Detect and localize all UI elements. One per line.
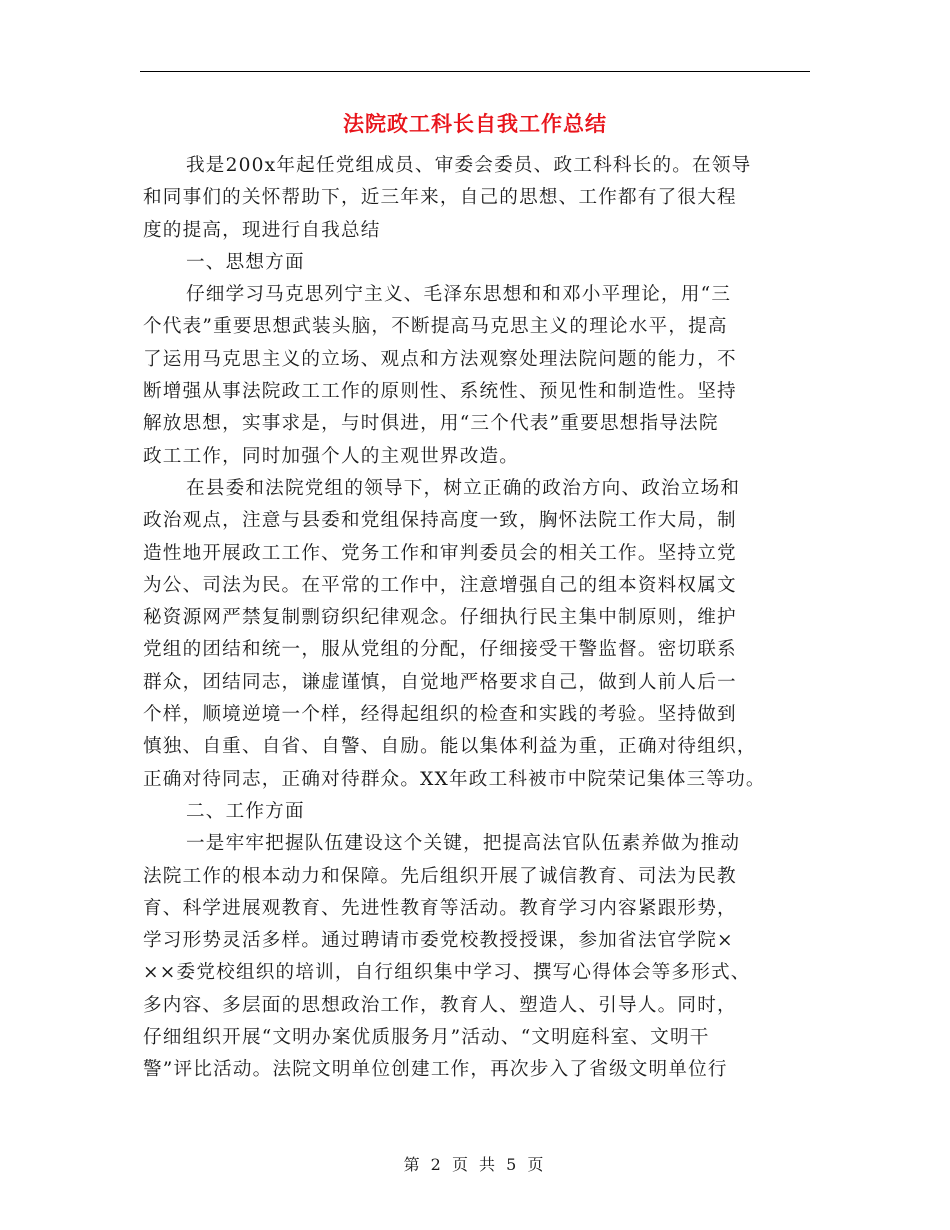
body-line: 学习形势灵活多样。通过聘请市委党校教授授课，参加省法官学院× [143,930,734,952]
body-line: 为公、司法为民。在平常的工作中，注意增强自己的组本资料权属文 [143,574,737,596]
document-body [143,150,808,1087]
body-line: 慎独、自重、自省、自警、自励。能以集体利益为重，正确对待组织， [143,736,757,758]
body-line: 解放思想，实事求是，与时俱进，用“三个代表”重要思想指导法院 [143,413,719,435]
body-line: 仔细组织开展“文明办案优质服务月”活动、“文明庭科室、文明干 [143,1027,710,1049]
body-line: 和同事们的关怀帮助下，近三年来，自己的思想、工作都有了很大程 [143,187,737,209]
body-line: 造性地开展政工工作、党务工作和审判委员会的相关工作。坚持立党 [143,542,737,564]
body-line: 育、科学进展观教育、先进性教育等活动。教育学习内容紧跟形势， [143,897,737,919]
header-rule [140,71,810,72]
body-line: 政治观点，注意与县委和党组保持高度一致，胸怀法院工作大局，制 [143,510,737,532]
body-line: 个样，顺境逆境一个样，经得起组织的检查和实践的考验。坚持做到 [143,704,737,726]
body-line: 法院工作的根本动力和保障。先后组织开展了诚信教育、司法为民教 [143,865,737,887]
section-heading-work: 二、工作方面 [186,800,305,822]
body-line: 正确对待同志，正确对待群众。XX年政工科被市中院荣记集体三等功。 [143,768,766,790]
page-number: 第 2 页 共 5 页 [403,1155,547,1174]
body-line: 秘资源网严禁复制剽窃织纪律观念。仔细执行民主集中制原则，维护 [143,607,737,629]
body-line: 党组的团结和统一，服从党组的分配，仔细接受干警监督。密切联系 [143,639,737,661]
body-line: 我是200x年起任党组成员、审委会委员、政工科科长的。在领导 [186,155,752,176]
document-title: 法院政工科长自我工作总结 [343,111,607,136]
section-heading-thought: 一、思想方面 [186,251,305,273]
body-line: 在县委和法院党组的领导下，树立正确的政治方向、政治立场和 [186,477,741,499]
body-line: 度的提高，现进行自我总结 [143,219,381,241]
body-line: 个代表”重要思想武装头脑，不断提高马克思主义的理论水平，提高 [143,316,728,338]
body-line: 群众，团结同志，谦虚谨慎，自觉地严格要求自己，做到人前人后一 [143,671,737,693]
body-line: 警”评比活动。法院文明单位创建工作，再次步入了省级文明单位行 [143,1059,728,1081]
body-line: 政工工作，同时加强个人的主观世界改造。 [143,445,520,467]
body-line: 一是牢牢把握队伍建设这个关键，把提高法官队伍素养做为推动 [186,833,741,855]
body-line: 多内容、多层面的思想政治工作，教育人、塑造人、引导人。同时， [143,994,737,1016]
body-line: ××委党校组织的培训，自行组织集中学习、撰写心得体会等多形式、 [143,962,751,984]
body-line: 仔细学习马克思列宁主义、毛泽东思想和和邓小平理论，用“三 [186,284,732,306]
body-line: 了运用马克思主义的立场、观点和方法观察处理法院问题的能力，不 [143,348,737,370]
body-line: 断增强从事法院政工工作的原则性、系统性、预见性和制造性。坚持 [143,381,737,403]
